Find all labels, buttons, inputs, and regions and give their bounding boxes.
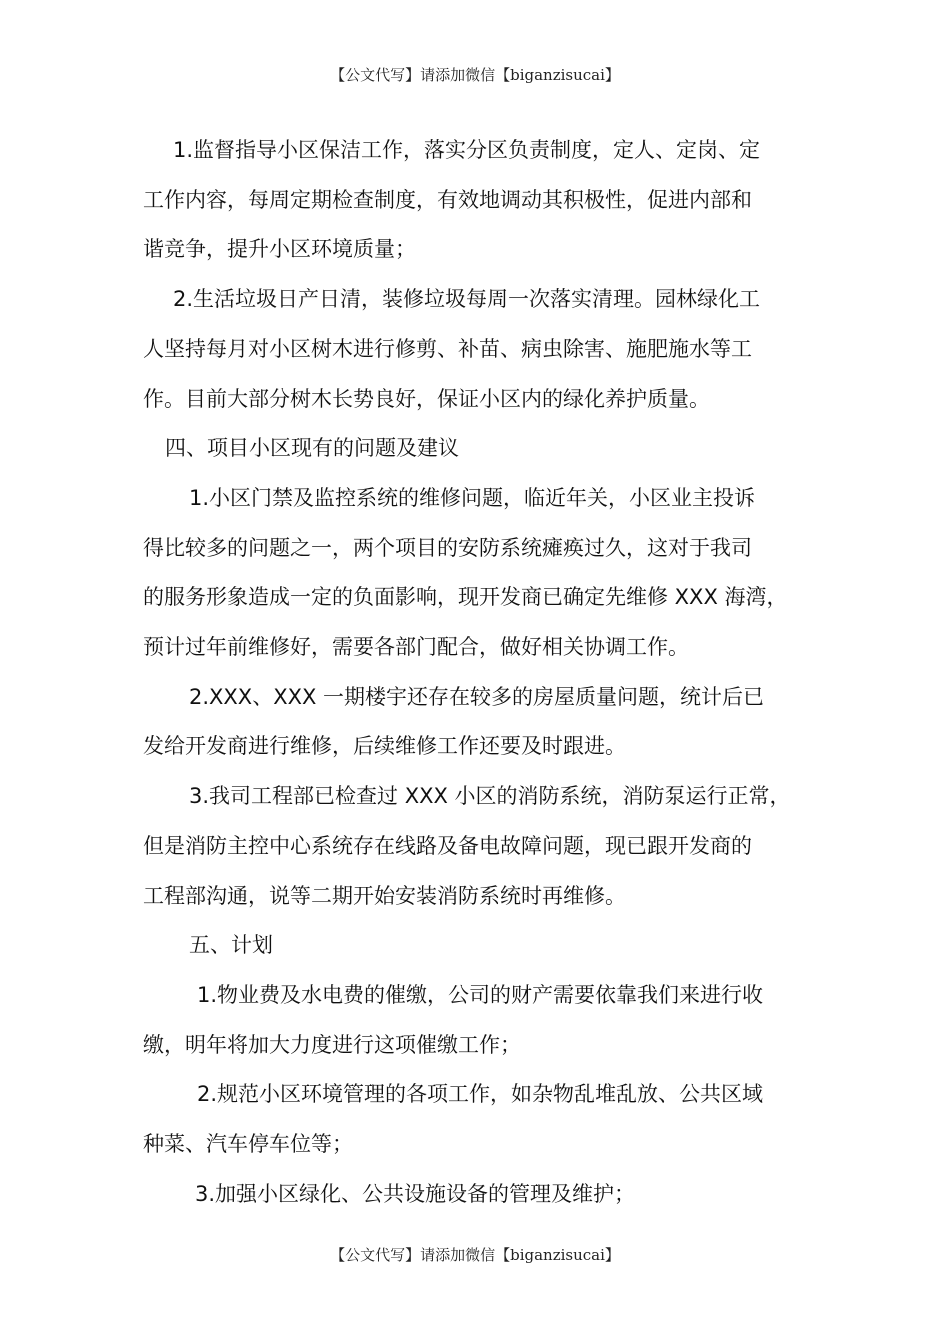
section-heading-5: 五、计划 xyxy=(189,933,273,958)
text-line-9: 得比较多的问题之一，两个项目的安防系统瘫痪过久，这对于我司 xyxy=(143,535,752,560)
text-line-16: 工程部沟通，说等二期开始安装消防系统时再维修。 xyxy=(143,883,626,908)
section-heading-4: 四、项目小区现有的问题及建议 xyxy=(165,436,459,461)
text-line-11: 预计过年前维修好，需要各部门配合，做好相关协调工作。 xyxy=(143,635,689,660)
text-line-19: 缴，明年将加大力度进行这项催缴工作； xyxy=(143,1032,521,1057)
text-line-12: 2.XXX、XXX 一期楼宇还存在较多的房屋质量问题，统计后已 xyxy=(189,684,765,709)
text-line-5: 人坚持每月对小区树木进行修剪、补苗、病虫除害、施肥施水等工 xyxy=(143,336,752,361)
text-line-6: 作。目前大部分树木长势良好，保证小区内的绿化养护质量。 xyxy=(143,386,710,411)
text-line-8: 1.小区门禁及监控系统的维修问题，临近年关，小区业主投诉 xyxy=(189,485,756,510)
text-line-2: 工作内容，每周定期检查制度，有效地调动其积极性，促进内部和 xyxy=(143,187,752,212)
text-line-22: 3.加强小区绿化、公共设施设备的管理及维护； xyxy=(195,1181,636,1206)
text-line-15: 但是消防主控中心系统存在线路及备电故障问题，现已跟开发商的 xyxy=(143,833,752,858)
text-line-10: 的服务形象造成一定的负面影响，现开发商已确定先维修 XXX 海湾， xyxy=(143,585,788,610)
text-line-3: 谐竞争，提升小区环境质量； xyxy=(143,237,416,262)
text-line-4: 2.生活垃圾日产日清，装修垃圾每周一次落实清理。园林绿化工 xyxy=(173,287,761,312)
text-line-18: 1.物业费及水电费的催缴，公司的财产需要依靠我们来进行收 xyxy=(197,982,764,1007)
page-footer: 【公文代写】请添加微信【biganzisucai】 xyxy=(330,1246,620,1264)
text-line-21: 种菜、汽车停车位等； xyxy=(143,1132,353,1157)
text-line-1: 1.监督指导小区保洁工作，落实分区负责制度，定人、定岗、定 xyxy=(173,138,761,162)
text-line-14: 3.我司工程部已检查过 XXX 小区的消防系统，消防泵运行正常， xyxy=(189,784,791,809)
page-header: 【公文代写】请添加微信【biganzisucai】 xyxy=(330,66,620,84)
text-line-20: 2.规范小区环境管理的各项工作，如杂物乱堆乱放、公共区域 xyxy=(197,1082,764,1107)
document-body xyxy=(143,126,833,1219)
text-line-13: 发给开发商进行维修，后续维修工作还要及时跟进。 xyxy=(143,734,626,759)
